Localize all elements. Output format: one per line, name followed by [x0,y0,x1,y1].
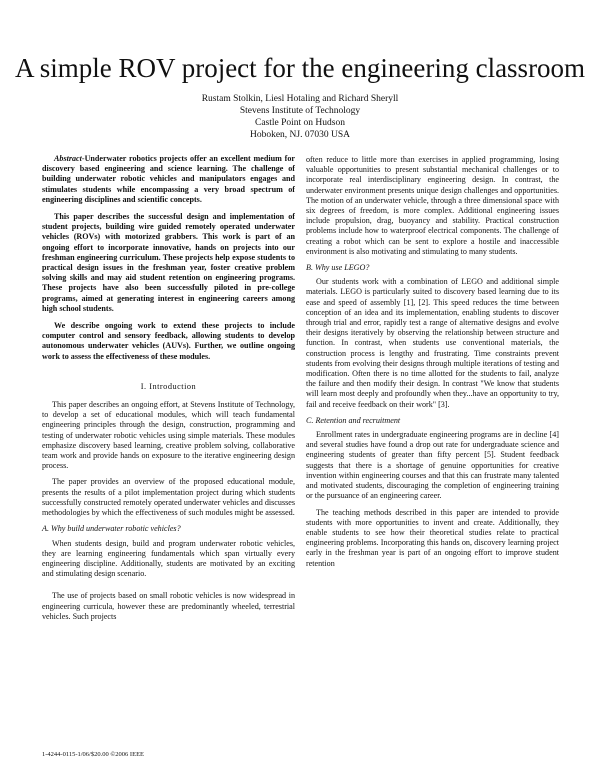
right-column [306,155,559,575]
subsection-heading-c: C. Retention and recruitment [306,415,401,425]
subsection-c-paragraph-2: The teaching methods described in this paper are intended to provide students with more opportunities to invent and create. Additionally, they enable students to see how their theoretical studies relate to practical engineering problems. Incorporating this hands on, discovery learning project early in the freshman year is part of an ongoing effort to improve student retention [306,507,559,568]
right-paragraph-continuation: often reduce to little more than exercises in applied programming, losing valuable opportunities to present substantial mechanical challenges or to incorporate real interdisciplinary engineering design. In contrast, the underwater environment presents unique design challenges and opportunities. The motion of an underwater vehicle, through a three dimensional space with six degrees of freedom, is more complex. Additional engineering issues include propulsion, drag, buoyancy and stability. Practical construction problems include how to waterproof electrical components. The challenge of creating a robot which can be sent to explore a hostile and inaccessible environment is also motivating and stimulating to many students. [306,155,559,256]
address-line-1: Castle Point on Hudson [255,118,345,128]
abstract [42,154,295,362]
subsection-b-paragraph-1: Our students work with a combination of LEGO and additional simple materials. LEGO is particularly suited to discovery based learning due to its ease and speed of assembly [1], [2]. This speed reduces the time between conception of an idea and its implementation, enabling students to discover through trial and error, rapidly test a range of alternative designs and evolve their designs iteratively by observing the relationship between structure and function. In contrast, when students use conventional materials, the construction process is lengthy and frustrating. Time constraints prevent students from evolving their designs through multiple iterations of testing and modification. Often there is no time allotted for the students to fail, analyze the failure and then modify their design. In contrast "We know that students will learn most deeply and profoundly when they...have an opportunity to try, fail and receive feedback on their work" [3]. [306,277,559,409]
abstract-paragraph-1: Underwater robotics projects offer an excellent medium for discovery based engineering and science learning. The challenge of building underwater robotic vehicles and manipulators engages and stimulates students while encompassing a very broad spectrum of engineering disciplines and scientific concepts. [42,154,295,204]
subsection-a-paragraph-1: When students design, build and program underwater robotic vehicles, they are learning engineering fundamentals which span virtually every engineering discipline. Additionally, students are motivated by an exciting and stimulating design scenario. [42,538,295,579]
subsection-heading-b: B. Why use LEGO? [306,263,370,273]
intro-paragraph-2: The paper provides an overview of the proposed educational module, presents the results of a pilot implementation project during which students successfully constructed remotely operated underwater vehicles and discusses methodologies by which the effectiveness of such modules might be assessed. [42,477,295,518]
abstract-paragraph-2: This paper describes the successful design and implementation of student projects, building wire guided remotely operated underwater vehicles (ROVs) with motorized grabbers. This work is part of an ongoing effort to incorporate innovative, hands on projects into our freshman engineering curriculum. These projects help expose students to practical design issues in the freshman year, foster creative problem solving skills and may aid student retention on engineering programs. These projects have also been successfully piloted in pre-college programs, aimed at generating interest in engineering careers among high school students. [42,212,295,313]
introduction-body [42,400,295,622]
subsection-heading-a: A. Why build underwater robotic vehicles? [42,524,181,534]
author-block [0,93,600,141]
address-line-2: Hoboken, NJ. 07030 USA [249,130,350,140]
paper-title: A simple ROV project for the engineering classroom [14,53,586,83]
authors: Rustam Stolkin, Liesl Hotaling and Richard Sheryll [201,94,399,104]
copyright-footer: 1-4244-0115-1/06/$20.00 ©2006 IEEE [42,751,145,758]
right-column-body [306,155,559,569]
affiliation: Stevens Institute of Technology [239,106,361,116]
abstract-paragraph-3: We describe ongoing work to extend these projects to include computer control and sensory feedback, allowing students to develop autonomous underwater vehicles (AUVs). Further, we outline ongoing work to assess the effectiveness of these modules. [42,321,295,361]
subsection-a-paragraph-2: The use of projects based on small robotic vehicles is now widespread in engineering curricula, however these are predominantly wheeled, terrestrial vehicles. Such projects [42,591,295,621]
intro-paragraph-1: This paper describes an ongoing effort, at Stevens Institute of Technology, to develop a set of educational modules, which will teach fundamental engineering principles through the design, construction, programming and testing of underwater robotic vehicles using simple materials. These modules emphasize discovery based learning, creative problem solving, collaborative team work and provide hands on exposure to the iterative engineering design process. [42,400,295,471]
subsection-c-paragraph-1: Enrollment rates in undergraduate engineering programs are in decline [4] and several studies have found a drop out rate for undergraduate science and engineering students of greater than fifty percent [5]. Student feedback suggests that there is a shortage of genuine opportunities for creative invention within engineering courses and that this can frustrate many talented and motivated students, discouraging the completion of engineering training or the pursuance of an engineering career. [306,430,559,501]
abstract-label: Abstract- [54,154,85,163]
section-heading-introduction: I. Introduction [140,381,197,391]
left-column [42,154,295,628]
